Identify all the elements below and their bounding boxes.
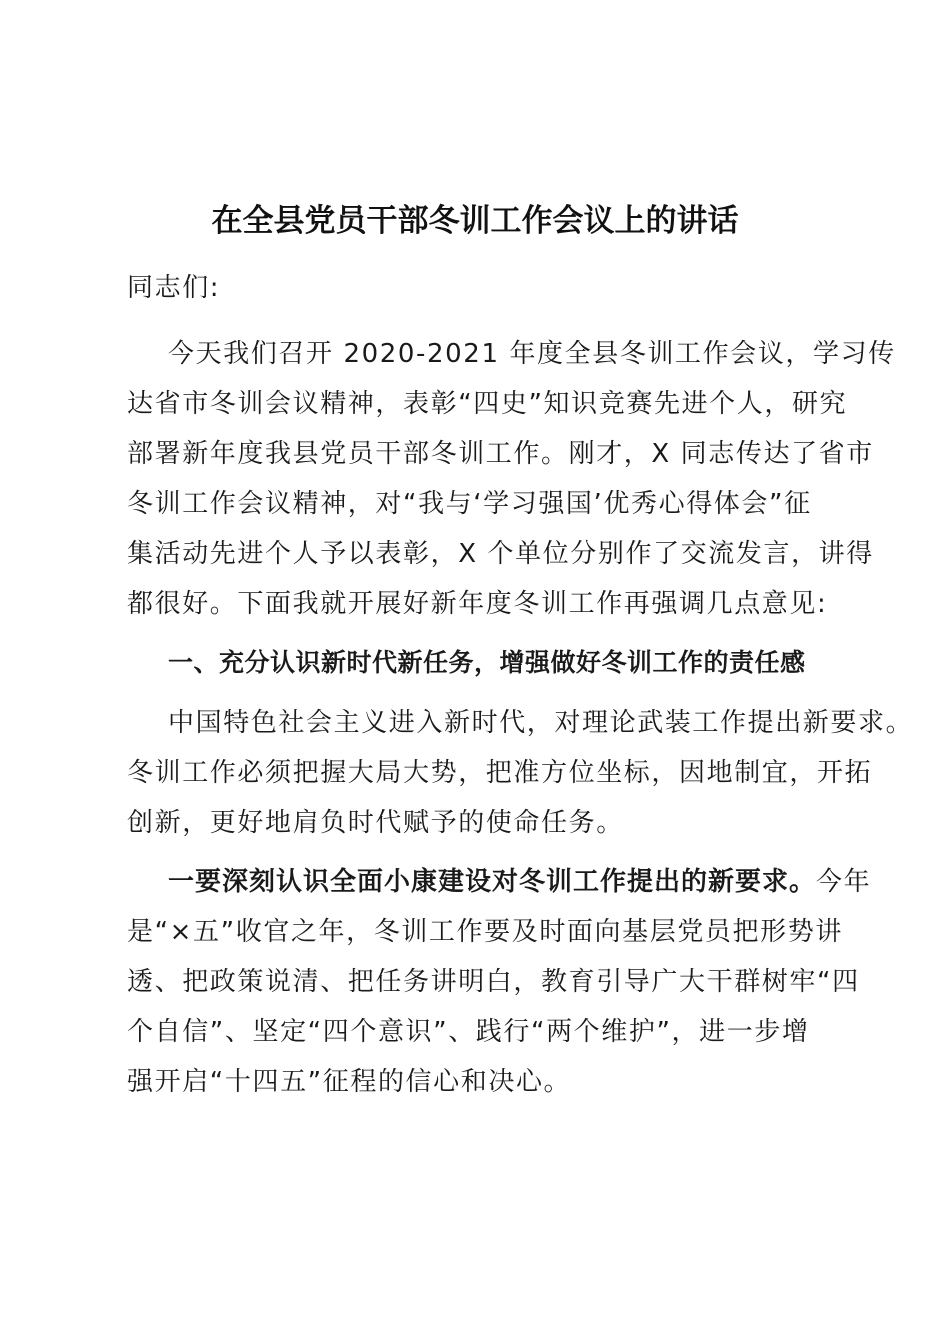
intro-line-3: 部署新年度我县党员干部冬训工作。刚才，X 同志传达了省市	[127, 439, 874, 469]
salutation: 同志们:	[127, 273, 221, 303]
section-heading-1: 一、充分认识新时代新任务，增强做好冬训工作的责任感	[168, 648, 806, 677]
section1-line-3: 创新，更好地肩负时代赋予的使命任务。	[127, 808, 624, 838]
section1-line-1: 中国特色社会主义进入新时代，对理论武装工作提出新要求。	[168, 708, 914, 738]
intro-line-6: 都很好。下面我就开展好新年度冬训工作再强调几点意见:	[127, 589, 828, 619]
point1-line-3: 透、把政策说清、把任务讲明白，教育引导广大干群树牢“四	[127, 967, 860, 997]
point1-lead: 一要深刻认识全面小康建设对冬训工作提出的新要求。	[168, 867, 817, 897]
intro-line-1: 今天我们召开 2020-2021 年度全县冬训工作会议，学习传	[168, 339, 896, 369]
intro-line-4: 冬训工作会议精神，对“我与‘学习强国’优秀心得体会”征	[127, 489, 812, 519]
intro-line-2: 达省市冬训会议精神，表彰“四史”知识竞赛先进个人，研究	[127, 389, 848, 419]
point1-first-rest: 今年	[816, 867, 872, 897]
section1-line-2: 冬训工作必须把握大局大势，把准方位坐标，因地制宜，开拓	[127, 758, 873, 788]
intro-line-5: 集活动先进个人予以表彰，X 个单位分别作了交流发言，讲得	[127, 539, 874, 569]
point1-line-4: 个自信”、坚定“四个意识”、践行“两个维护”，进一步增	[127, 1017, 810, 1047]
point1-line-2: 是“×五”收官之年，冬训工作要及时面向基层党员把形势讲	[127, 917, 843, 947]
point1-line-5: 强开启“十四五”征程的信心和决心。	[127, 1067, 572, 1097]
point1-first-line	[168, 862, 871, 902]
document-title: 在全县党员干部冬训工作会议上的讲话	[211, 203, 739, 239]
